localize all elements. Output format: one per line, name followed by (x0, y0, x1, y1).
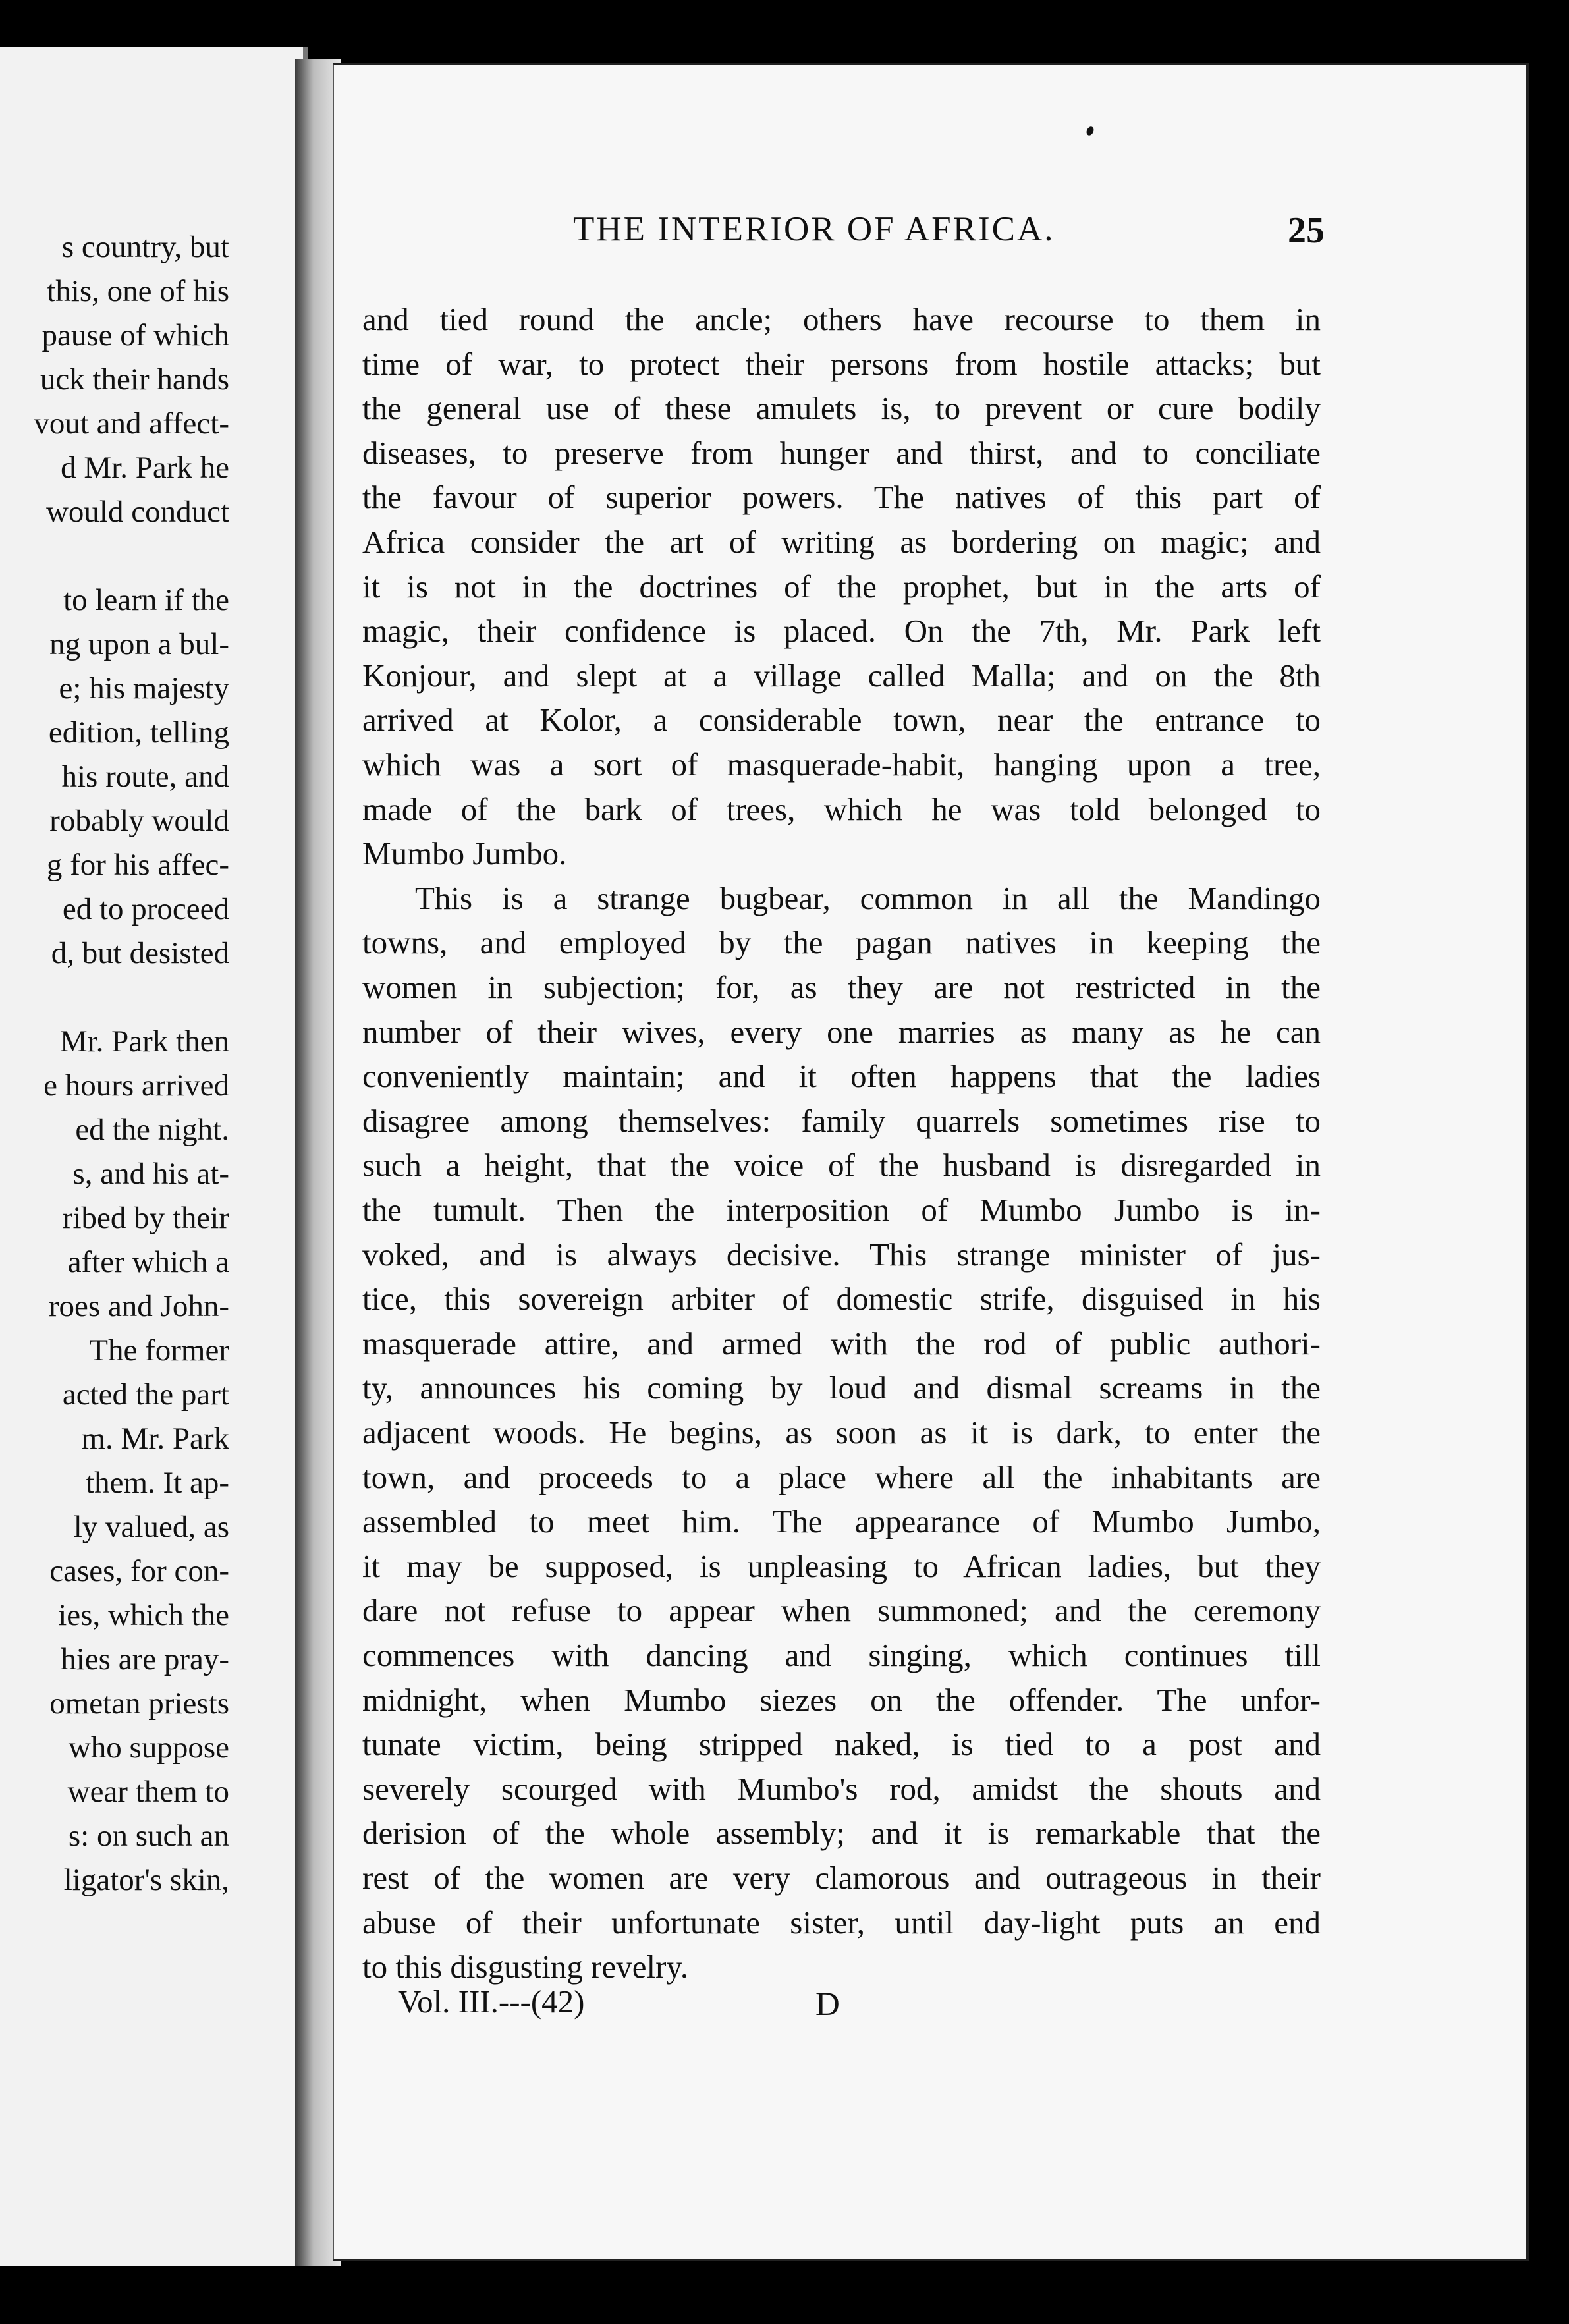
facing-page-line: vout and affect- (34, 406, 229, 441)
facing-page-line: his route, and (61, 760, 229, 794)
facing-page-line: uck their hands (40, 362, 229, 397)
facing-page-line: s, and his at- (72, 1157, 229, 1191)
facing-page-line: Mr. Park then (59, 1024, 229, 1059)
facing-page-line: ly valued, as (73, 1510, 229, 1544)
facing-page-line: edition, telling (48, 715, 229, 750)
volume-line: Vol. III.---(42) (398, 1983, 585, 2020)
facing-page-line: s: on such an (68, 1819, 229, 1853)
body-line: This is a strange bugbear, common in all the Mandingo (415, 880, 1321, 916)
facing-page-line: acted the part (62, 1377, 229, 1412)
facing-page-line: d Mr. Park he (61, 451, 229, 485)
facing-page-line: The former (89, 1333, 229, 1368)
body-line: assembled to meet him. The appearance of Mumbo Jumbo, (362, 1503, 1321, 1539)
running-head: THE INTERIOR OF AFRICA. (573, 210, 1055, 248)
facing-page-line: ies, which the (58, 1598, 229, 1632)
facing-page-line: g for his affec- (46, 848, 229, 882)
body-line: abuse of their unfortunate sister, until day-light puts an end (362, 1904, 1321, 1941)
page-number: 25 (1288, 210, 1325, 251)
body-line: rest of the women are very clamorous and outrageous in their (362, 1860, 1321, 1896)
body-line: to this disgusting revelry. (362, 1949, 688, 1985)
scan-border-bottom (0, 2266, 1569, 2324)
facing-page-line: ng upon a bul- (49, 627, 229, 661)
facing-page-line: roes and John- (48, 1289, 229, 1323)
body-line: diseases, to preserve from hunger and thirst, and to conciliate (362, 435, 1321, 471)
facing-page-left (0, 47, 308, 2274)
facing-page-line: after which a (67, 1245, 229, 1279)
facing-page-line: to learn if the (63, 583, 229, 617)
body-line: commences with dancing and singing, which continues till (362, 1637, 1321, 1673)
facing-page-line: wear them to (67, 1775, 229, 1809)
body-line: tice, this sovereign arbiter of domestic strife, disguised in his (362, 1281, 1321, 1317)
facing-page-line: would conduct (45, 495, 229, 529)
body-line: the tumult. Then the interposition of Mumbo Jumbo is in- (362, 1192, 1321, 1228)
facing-page-line: e; his majesty (59, 671, 229, 706)
body-line: time of war, to protect their persons from hostile attacks; but (362, 346, 1321, 382)
body-line: it is not in the doctrines of the prophet, but in the arts of (362, 568, 1321, 605)
facing-page-line: who suppose (68, 1730, 229, 1765)
body-line: derision of the whole assembly; and it is remarkable that the (362, 1815, 1321, 1851)
body-line: ty, announces his coming by loud and dismal screams in the (362, 1370, 1321, 1406)
body-line: which was a sort of masquerade-habit, hanging upon a tree, (362, 746, 1321, 783)
body-line: the general use of these amulets is, to prevent or cure bodily (362, 390, 1321, 426)
facing-page-line: ribed by their (62, 1201, 229, 1235)
body-line: number of their wives, every one marries as many as he can (362, 1014, 1321, 1050)
body-line: masquerade attire, and armed with the rod of public authori- (362, 1325, 1321, 1362)
body-line: Konjour, and slept at a village called Malla; and on the 8th (362, 657, 1321, 694)
facing-page-line: ligator's skin, (63, 1863, 229, 1897)
facing-page-line: them. It ap- (86, 1466, 229, 1500)
body-line: midnight, when Mumbo siezes on the offender. The unfor- (362, 1682, 1321, 1718)
body-line: disagree among themselves: family quarrels sometimes rise to (362, 1103, 1321, 1139)
body-line: conveniently maintain; and it often happens that the ladies (362, 1058, 1321, 1094)
body-line: the favour of superior powers. The natives of this part of (362, 479, 1321, 515)
facing-page-line: s country, but (61, 230, 229, 264)
facing-page-line: ometan priests (49, 1686, 229, 1721)
body-line: women in subjection; for, as they are not restricted in the (362, 969, 1321, 1005)
body-line: Africa consider the art of writing as bordering on magic; and (362, 524, 1321, 560)
body-line: it may be supposed, is unpleasing to African ladies, but they (362, 1548, 1321, 1584)
body-line: and tied round the ancle; others have recourse to them in (362, 301, 1321, 337)
body-line: adjacent woods. He begins, as soon as it is dark, to enter the (362, 1414, 1321, 1451)
body-line: voked, and is always decisive. This strange minister of jus- (362, 1236, 1321, 1273)
facing-page-line: e hours arrived (43, 1068, 229, 1103)
body-line: magic, their confidence is placed. On the 7th, Mr. Park left (362, 613, 1321, 649)
body-line: severely scourged with Mumbo's rod, amidst the shouts and (362, 1771, 1321, 1807)
body-line: towns, and employed by the pagan natives in keeping the (362, 924, 1321, 960)
facing-page-line: d, but desisted (51, 936, 229, 970)
facing-page-line: this, one of his (47, 274, 229, 308)
facing-page-line: cases, for con- (49, 1554, 229, 1588)
body-line: such a height, that the voice of the husband is disregarded in (362, 1147, 1321, 1183)
body-line: dare not refuse to appear when summoned; and the ceremony (362, 1592, 1321, 1628)
facing-page-line: ed the night. (75, 1113, 229, 1147)
facing-page-line: hies are pray- (61, 1642, 229, 1676)
body-line: town, and proceeds to a place where all the inhabitants are (362, 1459, 1321, 1495)
facing-page-line: pause of which (41, 318, 229, 352)
facing-page-line: ed to proceed (62, 892, 229, 926)
facing-page-line: robably would (49, 804, 229, 838)
signature-mark: D (815, 1986, 840, 2023)
body-line: Mumbo Jumbo. (362, 835, 567, 872)
body-line: tunate victim, being stripped naked, is tied to a post and (362, 1726, 1321, 1762)
facing-page-line: m. Mr. Park (81, 1422, 229, 1456)
body-line: made of the bark of trees, which he was told belonged to (362, 791, 1321, 827)
body-line: arrived at Kolor, a considerable town, near the entrance to (362, 702, 1321, 738)
